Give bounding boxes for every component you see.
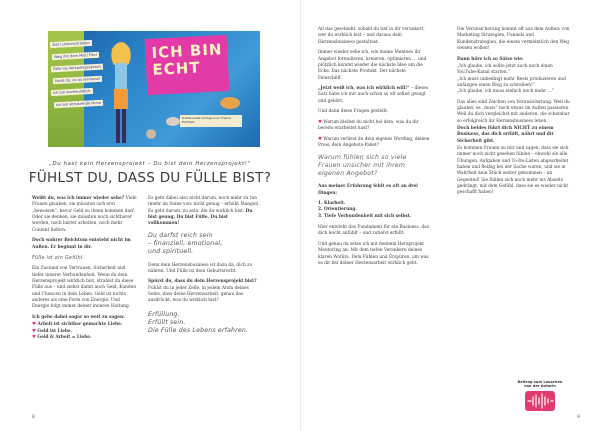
handwritten-quote: Erfüllung. Erfüllt sein. Die Fülle des Lebens erfahren. bbox=[148, 310, 249, 335]
list-item: 1. Klarheit. bbox=[318, 201, 346, 207]
kicker-quote: „Du hast kein Herzensprojekt – Du bist dein Herzensprojekt!“ bbox=[49, 161, 251, 167]
handwritten-question: Warum fühlen sich so viele Frauen unsicher mit ihrem eigenen Angebot? bbox=[318, 153, 407, 178]
handwritten-quote: Du darfst reich sein – finanziell, emotional, und spirituell. bbox=[148, 231, 223, 256]
paragraph-bold: Dann höre ich so Sätze wie: bbox=[457, 56, 524, 62]
list-item: ♥ Arbeit ist sichtbar gemachte Liebe. bbox=[32, 322, 123, 328]
bold-lead: Weißt du, was ich immer wieder sehe? bbox=[32, 196, 125, 201]
paragraph: Ein Zustand von Vertrauen, Sicherheit und tiefer innerer Verbundenheit. Wenn du dein Herzensprojekt wirklich bist, strahlst du diese Fülle aus – und ziehst damit auch Geld, Kunden und Chancen in dein Leben. Geld ist nichts anderes als eine Form von Energie. Und Energie folgt immer deiner inneren Haltung. bbox=[32, 266, 136, 310]
right-page bbox=[300, 0, 600, 431]
quote-item: „Ich glaube, ich sollte jetzt auch noch einen YouTube-Kanal starten.“ bbox=[457, 63, 553, 76]
paragraph: Denn dein Herzensbusiness ist dazu da, dich zu nähren. Und Fülle ist dein Geburtsrecht. bbox=[148, 262, 253, 274]
audio-badge-label: Beitrag zum Lauschen von der Autorin bbox=[517, 380, 563, 389]
collage-sign: Ziel / Unterschrieben bbox=[50, 40, 92, 48]
paragraph: Und genau da setze ich mit meinem Herzprojekt Mentoring an: Mit dem tiefen Verankern deines klaren Wofürs. Dem Fühlen und Erspüren, um was es dir bei deiner Herzensarbeit wirklich geht. bbox=[318, 242, 429, 267]
paragraph bbox=[32, 196, 138, 234]
paragraph: Es kommen Frauen zu mir und sagen, dass sie sich immer noch nicht gesehen fühlen – obwohl sie alle Übungen, Aufgaben und To-Do-Listen abgearbeitet haben und fleißig bei der Sache waren, und sie in Wahrheit kein Stück weiter gekommen – im Gegenteil! Sie fühlen sich noch mehr ins Abseits gedrängt, mit dem Gefühl, dass sie es wieder nicht geschafft haben! bbox=[457, 146, 569, 196]
collage-sign: Ich bin ecofreundlich bbox=[51, 88, 93, 96]
paragraph-text: Viele Frauen glauben, sie müssten sich erst „beweisen“, bevor Geld zu ihnen kommen darf. Oder sie denken, sie müssten noch sichtbarer werden, noch härter arbeiten, noch mehr Content liefern. bbox=[32, 196, 137, 233]
paragraph: Spürst du, dass du dein Herzensprojekt bist? Fühlst du in jeder Zelle, in jedem Atom deines Seins, dass deine Herzensarbeit, genau das ausdrückt, was du wirklich bist? bbox=[148, 279, 257, 304]
list-item: ♥ Geld & Arbeit = Liebe. bbox=[32, 334, 92, 340]
banner-text: ICH BIN ECHT bbox=[151, 40, 223, 79]
snail-shell-shape bbox=[146, 129, 156, 139]
paragraph: Und dann diese Fragen gestellt: bbox=[318, 109, 389, 115]
heart-list bbox=[32, 322, 138, 341]
page-number: 8 bbox=[32, 415, 35, 420]
list-title: Ich gebe dabei sogar so weit zu sagen: bbox=[32, 314, 125, 320]
quote-item: „Ich muss unbedingt mehr Reels produzieren und anfangen einen Blog zu schreiben!“ bbox=[457, 76, 566, 88]
heart-icon: ♥ bbox=[32, 328, 37, 334]
paragraph-bold: Doch beides führt dich NICHT zu einem Business, das dich erfüllt, nährt und dir Sicherheit gibt. bbox=[457, 126, 554, 144]
paragraph: Immer wieder sehe ich, wie meine Mentees ihr Angebot formulieren, kreieren, optimieren … und plötzlich kommt wieder die nächste Idee um die Ecke. Das nächste Produkt. Der nächste Feinschliff. bbox=[318, 50, 427, 81]
woman-figure-illustration bbox=[108, 39, 134, 147]
paragraph-bold: Aus meiner Erfahrung fehlt es oft an drei Dingen: bbox=[318, 184, 418, 196]
quote-list bbox=[457, 64, 571, 96]
question-item: ♥ Warum verliest du dein eigenes Wording, deinen Preis, dein Angebots-Paket? bbox=[318, 136, 430, 149]
collage-sign: Ich bin Vorsitzende Perso bbox=[54, 100, 103, 109]
page-title: FÜHLST DU, DASS DU FÜLLE BIST? bbox=[28, 170, 272, 186]
paragraph-bold: Doch wahrer Reichtum entsteht nicht im Außen. Er beginnt in dir. bbox=[32, 238, 131, 250]
quote-item: „Ich glaube, ich muss einfach noch mehr …“ bbox=[457, 89, 555, 95]
paragraph: Es geht dabei also nicht darum, noch mehr zu tun (mehr im Sinne von: nicht genug – erhöht Mangel). Es geht darum, zu sein, die du wirklich bist. Du bist genug. Du bist Fülle. Du bist vollkommen! bbox=[148, 196, 260, 227]
heart-icon: ♥ bbox=[318, 136, 323, 142]
handwritten-line: Fülle ist ein Gefühl. bbox=[32, 255, 85, 262]
heart-icon: ♥ bbox=[32, 322, 37, 328]
collage-image bbox=[48, 31, 260, 147]
collage-caption: Traditionelle Collage zum Thema Echtheit bbox=[180, 115, 242, 127]
left-column-2 bbox=[148, 196, 260, 335]
heart-icon: ♥ bbox=[32, 334, 37, 340]
left-column-1 bbox=[32, 196, 138, 341]
audio-play-button[interactable] bbox=[525, 391, 555, 411]
stone-shape bbox=[220, 97, 240, 109]
paragraph: All das geschieht, sobald du tief in dir verankert, wer du wirklich bist – und daraus dein Herzensbusiness gestaltest. bbox=[318, 27, 425, 45]
heart-icon: ♥ bbox=[318, 119, 323, 125]
stone-shape bbox=[166, 117, 180, 126]
right-column-2 bbox=[457, 27, 571, 201]
collage-sign: Fülle ins Verkaufsgespräch bbox=[51, 64, 103, 73]
audio-wave-icon bbox=[525, 391, 555, 411]
paragraph: Das alles sind Zeichen von Verunsicherung. Weil du glaubst, es „muss“ noch etwas im Außen passieren. Weil du dich vergleichst mit anderen, die scheinbar so erfolgreich ihr Herzensbusiness leben. bbox=[457, 99, 570, 124]
collage-sign: Weg mit dem Mist! Fünf bbox=[52, 52, 99, 60]
paragraph: Die Verunsicherung kommt oft aus dem Außen: von Marketing Strategien, Funnels und Kundenstrategien, die einem vermeintlich den Weg weisen wollen! bbox=[457, 27, 570, 52]
right-column-1 bbox=[318, 27, 430, 272]
collage-sign: Nicht du, es ist niemand! bbox=[53, 76, 102, 85]
list-item: ♥ Geld ist Liebe. bbox=[32, 328, 73, 334]
list-item: 3. Tiefe Verbundenheit mit sich selbst. bbox=[318, 213, 412, 219]
question-item: ♥ Warum bleibst du nicht bei dem, was du dir bereits erarbeitet hast? bbox=[318, 119, 419, 132]
audio-badge[interactable] bbox=[510, 380, 570, 411]
paragraph: Hier entsteht das Fundament für ein Business, das dich leicht anfühlt – und zutiefst erfüllt. bbox=[318, 225, 429, 237]
page-number: 9 bbox=[577, 415, 580, 420]
paragraph: „Jetzt weiß ich, was ich wirklich will!“ – dieses Satz habe ich mir auch schon so oft selbst gesagt und gehört. bbox=[318, 86, 429, 104]
list-item: 2. Orientierung. bbox=[318, 207, 357, 213]
numbered-list bbox=[318, 201, 430, 220]
